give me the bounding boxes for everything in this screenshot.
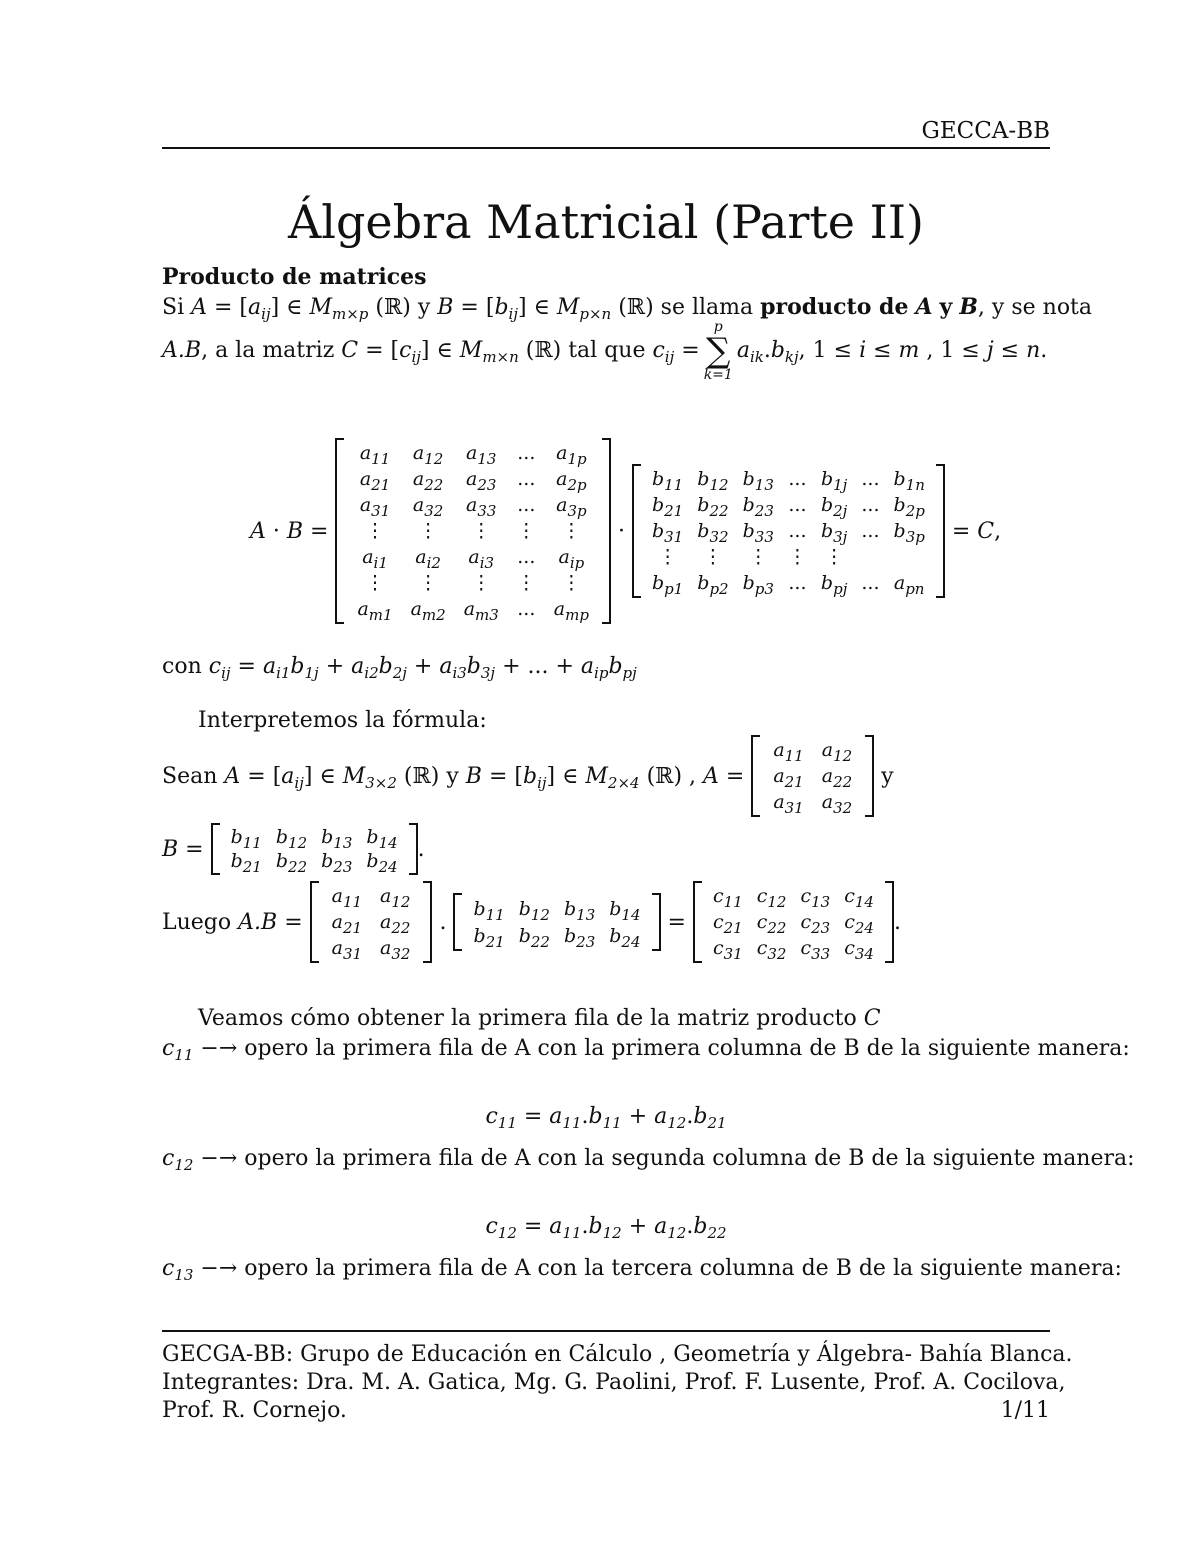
matrix-entry: $b_{3j}$ — [820, 520, 848, 546]
matrix-entry: ⋮ — [748, 546, 768, 568]
matrix-entry — [854, 544, 886, 570]
step-c11: $c_{11}$ −→ opero la primera fila de A con la primera columna de B de la siguiente manera: — [162, 1036, 1130, 1064]
matrix-entry: $b_{21}$ — [651, 494, 684, 520]
matrix-entry: $a_{22}$ — [380, 911, 411, 937]
matrix-entry: $b_{14}$ — [609, 897, 641, 924]
page-number: 1/11 — [1000, 1398, 1050, 1423]
matrix-entry: $b_{3p}$ — [893, 520, 925, 546]
matrix-entry: $b_{24}$ — [609, 924, 641, 951]
matrix-A-general — [335, 438, 610, 624]
matrix-A-example — [751, 735, 874, 817]
matrix-entry: ⋮ — [703, 546, 723, 568]
matrix-entry: $b_{2j}$ — [820, 494, 848, 520]
matrix-entry: ... — [517, 442, 536, 464]
matrix-entry: ... — [517, 546, 536, 568]
matrix-entry: $b_{11}$ — [230, 826, 262, 852]
matrix-entry: $a_{21}$ — [773, 765, 804, 791]
matrix-entry: $c_{23}$ — [800, 911, 831, 937]
page-title: Álgebra Matricial (Parte II) — [288, 195, 924, 249]
matrix-entry: ... — [517, 494, 536, 516]
matrix-entry: ... — [517, 468, 536, 490]
matrix-entry: $c_{21}$ — [712, 911, 743, 937]
matrix-entry: $c_{33}$ — [800, 937, 831, 963]
B-definition: B = $b_{11}$ $b_{12}$ $b_{13}$ $b_{14}$ $b_{21}$ $b_{22}$ $b_{23}$ $b_{24}$ . — [162, 820, 425, 878]
matrix-entry: $a_{mp}$ — [553, 598, 589, 624]
matrix-entry: $a_{11}$ — [359, 442, 391, 468]
matrix-entry: ⋮ — [561, 520, 581, 542]
matrix-entry: $c_{11}$ — [712, 885, 743, 911]
matrix-entry: $c_{14}$ — [844, 885, 874, 911]
matrix-entry: $b_{21}$ — [230, 850, 262, 876]
matrix-entry: $a_{pn}$ — [893, 572, 925, 598]
matrix-entry: ⋮ — [471, 520, 491, 542]
matrix-entry: $b_{1n}$ — [893, 468, 925, 494]
general-product-equation: A · B = $a_{11}$ $a_{12}$ $a_{13}$ ... $a_{1p}$ $a_{21}$ $a_{22}$ $a_{23}$ ... $a_{2p}$ $a_{31}$ $a_{32}$ $a_{33}$ ... $a_{3p}$ ⋮ ⋮ ⋮ ⋮ ⋮ $a_{i1}$ $a_{i2}$ $a_{i3}$ ... $a_{ip}$ ⋮ ⋮ ⋮ ⋮ ⋮ $a_{m1}$ $a_{m2}$ $a_{m3}$ ... $a_{mp}$ · $b_{11}$ $b_{12}$ $b_{13}$ ... $b_{1j}$ ... $b_{1n}$ $b_{21}$ $b_{22}$ $b_{23}$ ... $b_{2j}$ ... $b_{2p}$ $b_{31}$ $b_{32}$ $b_{33}$ ... $b_{3j}$ ... $b_{3p}$ ⋮ ⋮ ⋮ ⋮ ⋮ $b_{p1}$ $b_{p2}$ $b_{p3}$ ... $b_{pj}$ ... $a_{pn}$ = C, — [250, 422, 1001, 640]
matrix-entry: $b_{33}$ — [742, 520, 774, 546]
matrix-entry: $a_{i3}$ — [468, 546, 495, 572]
running-header: GECCA-BB — [921, 118, 1050, 144]
matrix-entry: $b_{13}$ — [321, 826, 353, 852]
matrix-entry: $a_{22}$ — [412, 468, 444, 494]
step-c13: $c_{13}$ −→ opero la primera fila de A con la tercera columna de B de la siguiente manera: — [162, 1256, 1122, 1284]
cij-expansion: con $c_{ij} = a_{i1}b_{1j} + a_{i2}b_{2j} + a_{i3}b_{3j}$ + ... + $a_{ip}b_{pj}$ — [162, 654, 637, 682]
matrix-entry: $b_{12}$ — [697, 468, 729, 494]
matrix-entry: $b_{13}$ — [563, 897, 596, 924]
matrix-entry: $c_{34}$ — [844, 937, 874, 963]
section-heading: Producto de matrices — [162, 264, 427, 290]
matrix-entry: $b_{2p}$ — [893, 494, 925, 520]
footer-line-2: Integrantes: Dra. M. A. Gatica, Mg. G. Paolini, Prof. F. Lusente, Prof. A. Cocilova, — [162, 1370, 1066, 1395]
matrix-A-product — [310, 881, 433, 963]
matrix-entry: $b_{11}$ — [473, 897, 505, 924]
matrix-entry: $a_{m3}$ — [463, 598, 499, 624]
matrix-entry: $a_{1p}$ — [556, 442, 587, 468]
matrix-entry: $b_{23}$ — [742, 494, 774, 520]
matrix-entry: $b_{p2}$ — [697, 572, 729, 598]
footer-rule — [162, 1330, 1050, 1332]
matrix-entry: $a_{33}$ — [466, 494, 497, 520]
matrix-entry: $a_{13}$ — [466, 442, 497, 468]
matrix-entry: $b_{31}$ — [651, 520, 684, 546]
matrix-entry: ⋮ — [658, 546, 678, 568]
matrix-entry: $a_{12}$ — [412, 442, 444, 468]
matrix-entry: $c_{24}$ — [844, 911, 874, 937]
matrix-entry: $a_{22}$ — [821, 765, 853, 791]
matrix-entry: $a_{ip}$ — [558, 546, 585, 572]
matrix-entry: $b_{32}$ — [697, 520, 729, 546]
matrix-entry: $a_{31}$ — [359, 494, 391, 520]
formula-c11: $c_{11} = a_{11}.b_{11} + a_{12}.b_{21}$ — [485, 1104, 727, 1132]
matrix-entry: $c_{22}$ — [756, 911, 787, 937]
matrix-entry: $a_{31}$ — [773, 791, 804, 817]
matrix-entry: $b_{11}$ — [651, 468, 684, 494]
matrix-entry: ... — [788, 468, 807, 490]
matrix-entry: $b_{1j}$ — [820, 468, 848, 494]
matrix-entry: $a_{31}$ — [331, 937, 363, 963]
matrix-entry: ... — [517, 598, 536, 620]
matrix-entry: $b_{12}$ — [275, 826, 308, 852]
matrix-entry: $b_{23}$ — [321, 850, 353, 876]
matrix-entry: ... — [861, 494, 880, 516]
matrix-entry — [886, 544, 931, 570]
matrix-entry: ⋮ — [365, 572, 385, 594]
matrix-entry: $a_{2p}$ — [556, 468, 587, 494]
matrix-entry: ... — [861, 520, 880, 542]
matrix-entry: $b_{pj}$ — [820, 572, 848, 598]
interpret-intro: Interpretemos la fórmula: — [198, 708, 487, 733]
summation-symbol: p ∑ k=1 — [703, 319, 733, 383]
matrix-entry: ... — [788, 494, 807, 516]
matrix-entry: $b_{22}$ — [275, 850, 308, 876]
matrix-entry: ⋮ — [824, 546, 844, 568]
matrix-entry: ⋮ — [418, 572, 438, 594]
matrix-entry: $a_{m2}$ — [410, 598, 446, 624]
sean-line: Sean $A = [a_{ij}]$ ∈ $M_{3\times 2}$ (ℝ) y $B = [b_{ij}]$ ∈ $M_{2\times 4}$ (ℝ) , A = $a_{11}$ $a_{12}$ $a_{21}$ $a_{22}$ $a_{31}$ $a_{32}$ y — [162, 732, 894, 820]
steps-intro: Veamos cómo obtener la primera fila de la matriz producto C — [198, 1006, 881, 1031]
matrix-entry: ... — [861, 572, 880, 594]
matrix-B-example — [211, 823, 418, 875]
matrix-entry: $b_{p1}$ — [651, 572, 684, 598]
footer-line-3: Prof. R. Cornejo. — [162, 1398, 347, 1423]
matrix-entry: ⋮ — [365, 520, 385, 542]
definition-line-1: Si $A = [a_{ij}]$ ∈ $M_{m\times p}$ (ℝ) y $B = [b_{ij}]$ ∈ $M_{p\times n}$ (ℝ) se llama producto de A y B, y se nota — [162, 294, 1093, 323]
matrix-entry: $c_{13}$ — [800, 885, 831, 911]
header-rule — [162, 147, 1050, 149]
matrix-entry: $a_{12}$ — [380, 885, 411, 911]
matrix-entry: ... — [788, 572, 807, 594]
matrix-entry: $b_{23}$ — [563, 924, 596, 951]
matrix-entry: $a_{32}$ — [412, 494, 444, 520]
matrix-entry: $a_{i2}$ — [415, 546, 441, 572]
matrix-entry: $a_{3p}$ — [556, 494, 587, 520]
matrix-entry: $b_{22}$ — [518, 924, 550, 951]
matrix-entry: $a_{i1}$ — [362, 546, 388, 572]
matrix-entry: ⋮ — [418, 520, 438, 542]
matrix-B-product — [453, 893, 660, 951]
matrix-entry: $a_{23}$ — [466, 468, 497, 494]
matrix-entry: $b_{22}$ — [697, 494, 729, 520]
matrix-entry: $a_{32}$ — [380, 937, 411, 963]
matrix-entry: ⋮ — [561, 572, 581, 594]
matrix-entry: $a_{21}$ — [359, 468, 391, 494]
matrix-entry: $a_{12}$ — [821, 739, 853, 765]
matrix-entry: $a_{32}$ — [821, 791, 853, 817]
matrix-entry: ... — [861, 468, 880, 490]
matrix-entry: $b_{21}$ — [473, 924, 505, 951]
matrix-C-product — [693, 881, 894, 963]
matrix-entry: $c_{12}$ — [756, 885, 787, 911]
matrix-entry: $b_{12}$ — [518, 897, 550, 924]
luego-line: Luego A.B = $a_{11}$ $a_{12}$ $a_{21}$ $a_{22}$ $a_{31}$ $a_{32}$ . $b_{11}$ $b_{12}$ $b_{13}$ $b_{14}$ $b_{21}$ $b_{22}$ $b_{23}$ $b_{24}$ = $c_{11}$ $c_{12}$ $c_{13}$ $c_{14}$ $c_{21}$ $c_{22}$ $c_{23}$ $c_{24}$ $c_{31}$ $c_{32}$ $c_{33}$ $c_{34}$ . — [162, 878, 901, 966]
matrix-entry: $b_{13}$ — [742, 468, 774, 494]
matrix-entry: $b_{24}$ — [366, 850, 398, 876]
matrix-entry: $a_{11}$ — [773, 739, 804, 765]
matrix-entry: ⋮ — [516, 520, 536, 542]
definition-line-2: A.B, a la matriz $C = [c_{ij}]$ ∈ $M_{m\times n}$ (ℝ) tal que $c_{ij}$ = p ∑ k=1 $a_{ik}.b_{kj}$, 1 ≤ i ≤ m , 1 ≤ j ≤ n. — [162, 319, 1048, 383]
footer-line-1: GECGA-BB: Grupo de Educación en Cálculo , Geometría y Álgebra- Bahía Blanca. — [162, 1342, 1073, 1367]
matrix-entry: $b_{14}$ — [366, 826, 398, 852]
matrix-entry: $a_{21}$ — [331, 911, 363, 937]
matrix-B-general — [632, 464, 945, 598]
formula-c12: $c_{12} = a_{11}.b_{12} + a_{12}.b_{22}$ — [485, 1214, 727, 1242]
matrix-entry: ⋮ — [471, 572, 491, 594]
matrix-entry: $b_{p3}$ — [742, 572, 774, 598]
matrix-entry: $a_{11}$ — [331, 885, 363, 911]
matrix-entry: $c_{32}$ — [756, 937, 787, 963]
matrix-entry: ⋮ — [787, 546, 807, 568]
matrix-entry: $c_{31}$ — [712, 937, 743, 963]
matrix-entry: ⋮ — [516, 572, 536, 594]
step-c12: $c_{12}$ −→ opero la primera fila de A con la segunda columna de B de la siguiente manera: — [162, 1146, 1135, 1174]
matrix-entry: $a_{m1}$ — [357, 598, 393, 624]
matrix-entry: ... — [788, 520, 807, 542]
